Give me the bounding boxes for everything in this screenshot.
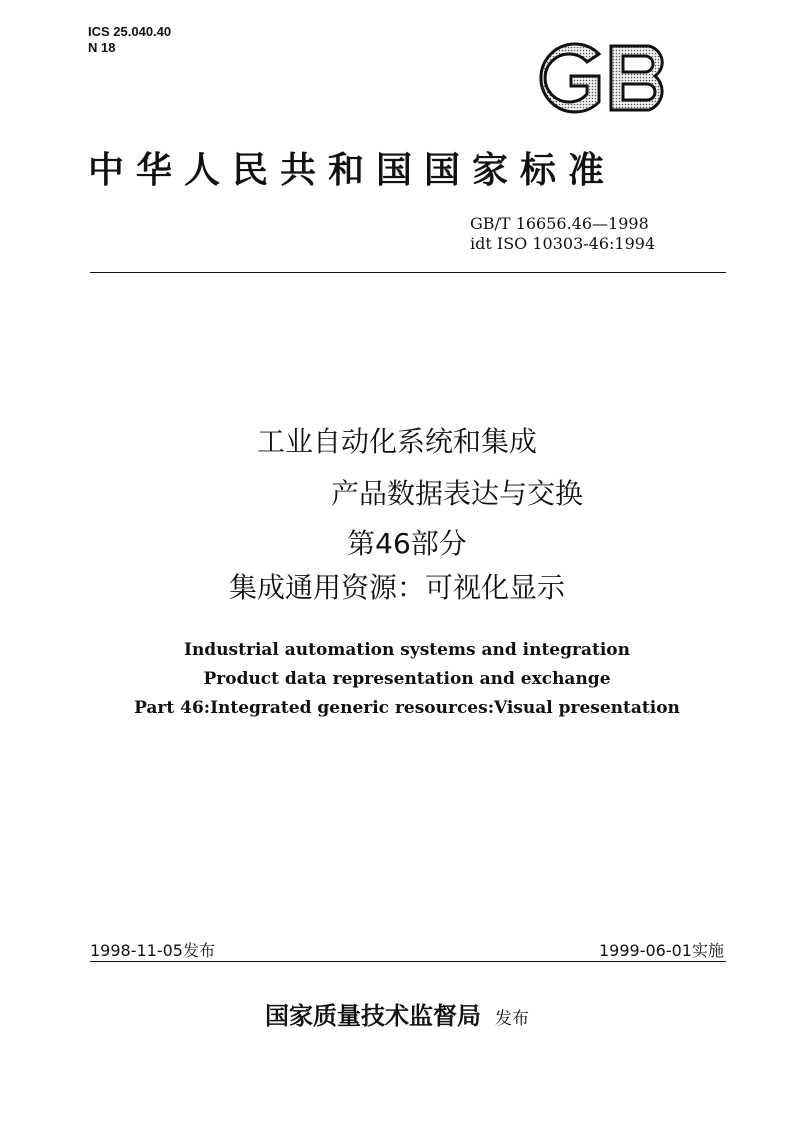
equivalent-iso-number: idt ISO 10303-46:1994	[470, 234, 656, 253]
chinese-title-line-3: 第46部分	[347, 527, 467, 560]
chinese-title-line-2: 产品数据表达与交换	[330, 477, 583, 510]
ics-classification-block	[88, 24, 171, 56]
english-title-line-1: Industrial automation systems and integration	[184, 640, 630, 660]
issue-date: 1998-11-05发布	[90, 941, 215, 960]
english-title-line-3: Part 46:Integrated generic resources:Visual presentation	[134, 698, 680, 718]
publisher-name: 国家质量技术监督局	[265, 1001, 481, 1030]
standard-number: GB/T 16656.46—1998	[470, 214, 649, 233]
header-divider	[90, 272, 726, 273]
ics-code: ICS 25.040.40	[88, 24, 172, 39]
english-title-line-2: Product data representation and exchange	[203, 669, 611, 689]
chinese-title-line-4: 集成通用资源：可视化显示	[228, 571, 565, 604]
publisher-suffix: 发布	[495, 1009, 529, 1029]
gb-logo-icon	[537, 40, 677, 116]
footer-divider	[90, 961, 726, 962]
effective-date: 1999-06-01实施	[599, 941, 724, 960]
standard-number-block	[470, 214, 710, 254]
publisher-line	[0, 996, 794, 1031]
ccs-code: N 18	[88, 40, 116, 55]
national-standard-title: 中华人民共和国国家标准	[88, 149, 617, 191]
chinese-title-line-1: 工业自动化系统和集成	[256, 425, 537, 458]
